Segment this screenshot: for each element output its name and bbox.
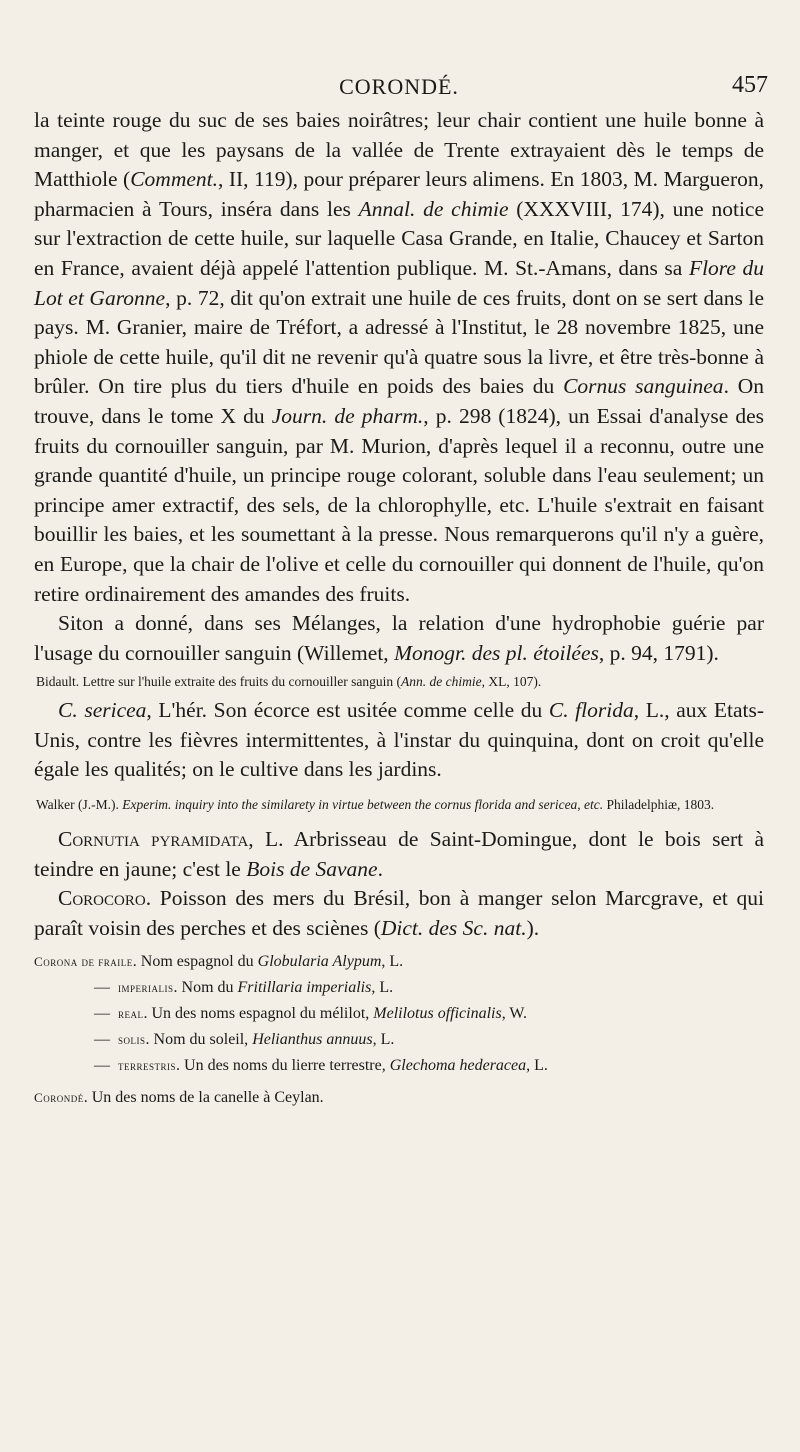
paragraph-hydrophobie: Siton a donné, dans ses Mélanges, la relation d'une hydrophobie guérie par l'usage du cornouiller sanguin (Willemet, Monogr. des pl. étoilées, p. 94, 1791). bbox=[34, 611, 764, 665]
entry-coronde: Corondé. Un des noms de la canelle à Ceylan. bbox=[34, 1089, 324, 1107]
entry-corona-terrestris: — terrestris. Un des noms du lierre terrestre, Glechoma hederacea, L. bbox=[94, 1057, 548, 1075]
page-number: 457 bbox=[732, 72, 768, 98]
entry-corona-imperialis: — imperialis. Nom du Fritillaria imperialis, L. bbox=[94, 979, 394, 997]
page bbox=[34, 66, 768, 1111]
bibliographic-note-bidault: Bidault. Lettre sur l'huile extraite des fruits du cornouiller sanguin (Ann. de chimie, XL, 107). bbox=[36, 674, 542, 690]
entry-corona-de-fraile: Corona de fraile. Nom espagnol du Globularia Alypum, L. bbox=[34, 953, 404, 971]
running-head bbox=[34, 66, 768, 106]
paragraph-sericea: C. sericea, L'hér. Son écorce est usitée comme celle du C. florida, L., aux Etats-Unis, contre les fièvres intermittentes, à l'instar du quinquina, dont on croit qu'elle égale les qualités; on le cultive dans les jardins. bbox=[34, 698, 765, 782]
paragraph-huile: la teinte rouge du suc de ses baies noirâtres; leur chair contient une huile bonne à manger, et que les paysans de la vallée de Trente extrayaient dès le temps de Matthiole (Comment., II, 119), pour préparer leurs alimens. En 1803, M. Margueron, pharmacien à Tours, inséra dans les Annal. de chimie (XXXVIII, 174), une notice sur l'extraction de cette huile, sur laquelle Casa Grande, en Italie, Chaucey et Sarton en France, avaient déjà appelé l'attention publique. M. St.-Amans, dans sa Flore du Lot et Garonne, p. 72, dit qu'on extrait une huile de ces fruits, dont on se sert dans le pays. M. Granier, maire de Tréfort, a adressé à l'Institut, le 28 novembre 1825, une phiole de cette huile, qu'il dit ne revenir qu'à quatre sous la livre, et être très-bonne à brûler. On tire plus du tiers d'huile en poids des baies du Cornus sanguinea. On trouve, dans le tome X du Journ. de pharm., p. 298 (1824), un Essai d'analyse des fruits du cornouiller sanguin, par M. Murion, d'après lequel il a reconnu, outre une grande quantité d'huile, un principe rouge colorant, soluble dans l'eau seulement; un principe amer extractif, des sels, de la chlorophylle, etc. L'huile s'extrait en faisant bouillir les baies, et les soumettant à la presse. Nous remarquerons qu'il n'y a guère, en Europe, que la chair de l'olive et celle du cornouiller qui donnent de l'huile, qu'on retire ordinairement des amandes des fruits. bbox=[34, 108, 765, 606]
bibliographic-note-walker: Walker (J.-M.). Experim. inquiry into the similarety in virtue between the cornus florida and sericea, etc. Philadelphiæ, 1803. bbox=[36, 797, 715, 813]
entry-corocoro: Corocoro. Poisson des mers du Brésil, bon à manger selon Marcgrave, et qui paraît voisin des perches et des sciènes (Dict. des Sc. nat.). bbox=[34, 886, 764, 940]
page-title: CORONDÉ. bbox=[339, 74, 459, 99]
entry-cornutia: Cornutia pyramidata, L. Arbrisseau de Saint-Domingue, dont le bois sert à teindre en jaune; c'est le Bois de Savane. bbox=[34, 827, 764, 881]
entry-corona-real: — real. Un des noms espagnol du mélilot, Melilotus officinalis, W. bbox=[94, 1005, 528, 1023]
entry-corona-solis: — solis. Nom du soleil, Helianthus annuus, L. bbox=[94, 1031, 395, 1049]
